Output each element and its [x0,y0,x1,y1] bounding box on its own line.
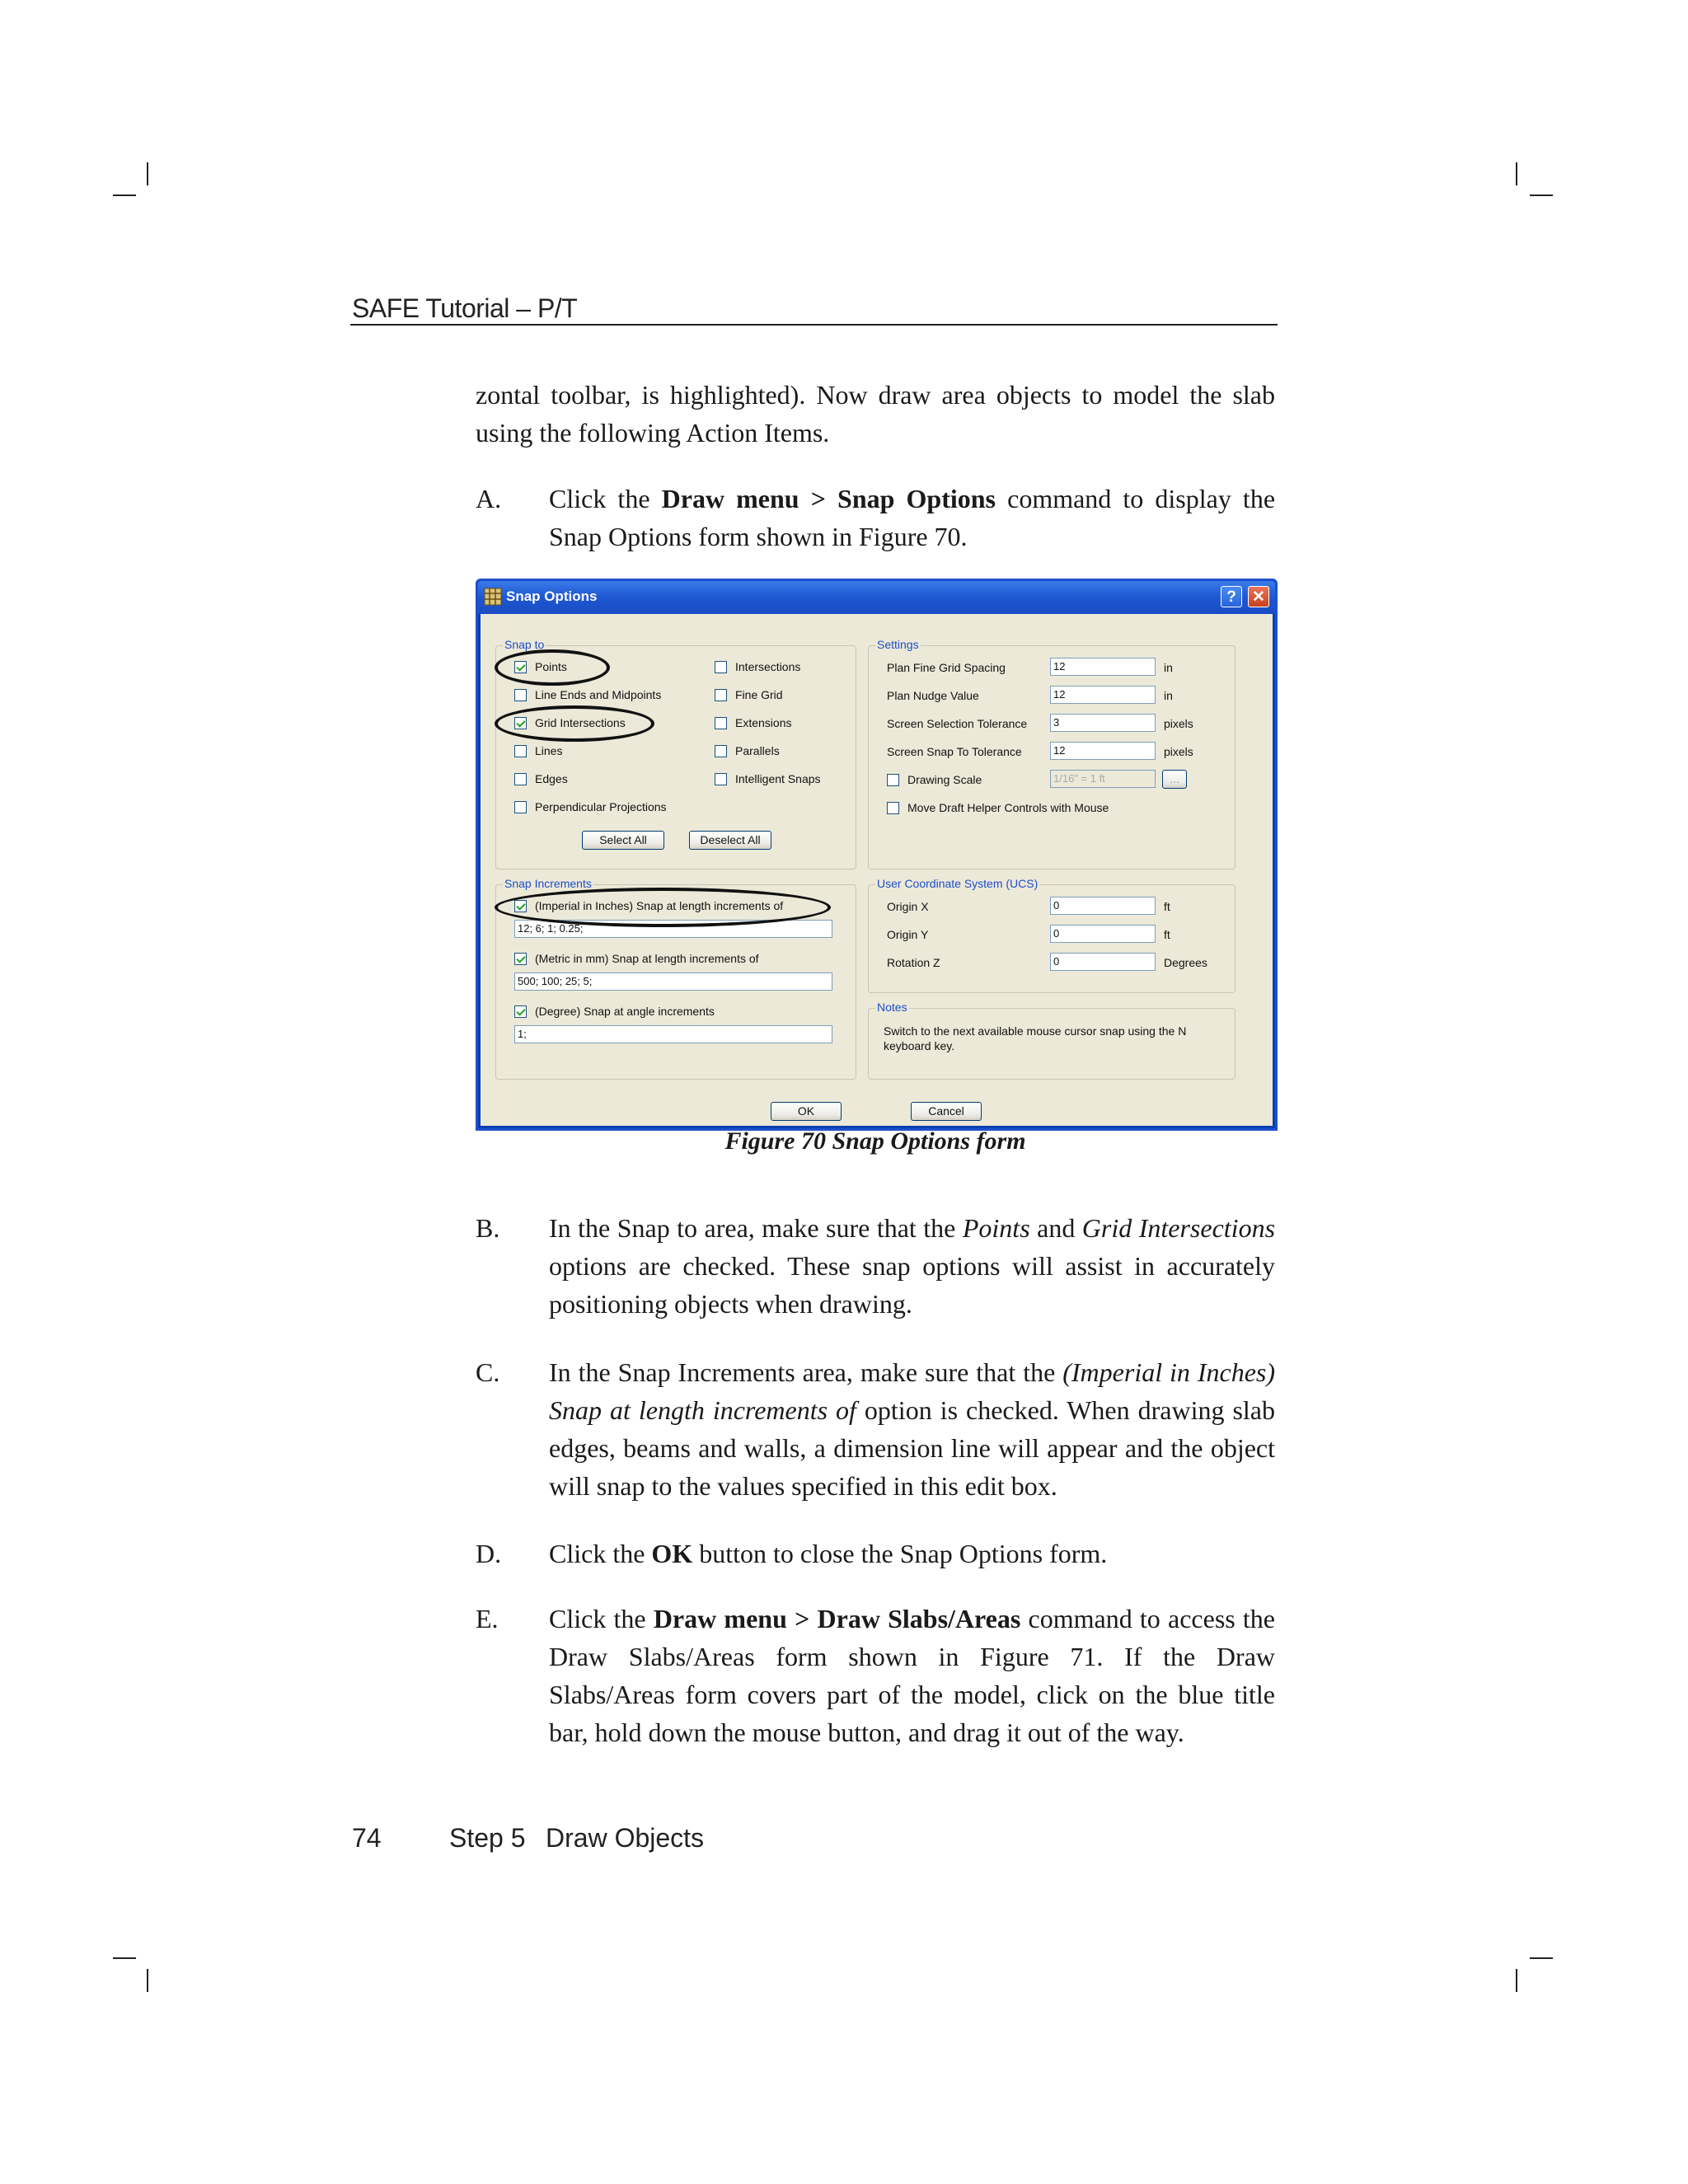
unit-label: ft [1164,928,1170,941]
metric-snap-checkbox[interactable] [514,953,527,965]
ok-button[interactable]: OK [771,1102,842,1121]
crop-mark [1516,162,1517,185]
degree-increments-input[interactable]: 1; [514,1025,832,1043]
dialog-client-area [481,614,1273,1126]
group-label: Snap Increments [504,877,592,890]
setting-label: Screen Snap To Tolerance [887,745,1022,758]
unit-label: Degrees [1164,956,1207,969]
step-text: Click the Draw menu > Draw Slabs/Areas command to access the Draw Slabs/Areas form shown in Figure 71. If the Draw Slabs/Areas form covers part of the model, click on the blue title bar, hold down the mouse button, and drag it out of the way. [549,1604,1276,1747]
notes-text: Switch to the next available mouse cursor snap using the N keyboard key. [884,1024,1187,1052]
footer-step: Step 5 [449,1823,526,1853]
running-header: SAFE Tutorial – P/T [352,293,578,323]
crop-mark [1530,1957,1553,1959]
settings-group [868,638,1236,869]
group-label: Snap to [504,638,545,651]
step-text: In the Snap to area, make sure that the Points and Grid Intersections options are checked. These snap options will assist in accurately positioning objects when drawing. [549,1213,1276,1319]
dialog-titlebar[interactable] [478,581,1275,614]
degree-snap-checkbox[interactable] [514,1005,527,1018]
crop-mark [1530,194,1553,196]
help-icon[interactable]: ? [1221,586,1242,607]
degree-snap-label: (Degree) Snap at angle increments [535,1005,715,1018]
step-text: Click the Draw menu > Snap Options command to display the Snap Options form shown in Figure 70. [549,484,1276,551]
drawing-scale-select[interactable]: 1/16" = 1 ft [1050,770,1156,788]
step-e [476,1600,1275,1751]
plan-nudge-value-input[interactable]: 12 [1050,686,1156,704]
intelligent-snaps-checkbox[interactable] [715,773,727,785]
line-ends-checkbox[interactable] [514,689,527,701]
crop-mark [147,162,148,185]
unit-label: in [1164,661,1173,674]
crop-mark [113,194,136,196]
drawing-scale-checkbox[interactable] [887,774,899,786]
group-label: Settings [877,638,919,651]
perpendicular-projections-label: Perpendicular Projections [535,800,667,813]
app-grid-icon [484,588,502,606]
origin-x-input[interactable]: 0 [1050,897,1156,915]
metric-snap-label: (Metric in mm) Snap at length increments of [535,952,759,965]
move-draft-helper-checkbox[interactable] [887,802,899,814]
screen-snap-to-tolerance-input[interactable]: 12 [1050,742,1156,760]
step-text: Click the OK button to close the Snap Options form. [549,1539,1108,1568]
fine-grid-label: Fine Grid [735,688,783,701]
unit-label: in [1164,689,1173,702]
select-all-button[interactable]: Select All [582,831,664,850]
group-label: Notes [877,1001,907,1014]
cancel-button[interactable]: Cancel [911,1102,982,1121]
drawing-scale-label: Drawing Scale [907,773,982,786]
screen-selection-tolerance-input[interactable]: 3 [1050,714,1156,732]
origin-y-input[interactable]: 0 [1050,925,1156,943]
step-a [476,480,1275,555]
metric-increments-input[interactable]: 500; 100; 25; 5; [514,972,832,991]
intelligent-snaps-label: Intelligent Snaps [735,772,821,785]
grid-intersections-label: Grid Intersections [535,716,626,729]
step-letter: C. [476,1357,500,1387]
setting-label: Plan Fine Grid Spacing [887,661,1006,674]
setting-label: Plan Nudge Value [887,689,979,702]
parallels-checkbox[interactable] [715,745,727,757]
close-icon[interactable]: ✕ [1248,586,1269,607]
unit-label: pixels [1164,745,1193,758]
annotation-circle [495,649,610,686]
ucs-label: Origin Y [887,928,929,941]
extensions-checkbox[interactable] [715,717,727,729]
snap-to-group [495,638,856,869]
points-label: Points [535,660,567,673]
step-letter: A. [476,484,502,513]
notes-group [868,1001,1236,1080]
figure-caption: Figure 70 Snap Options form [724,1127,1026,1155]
imperial-snap-label: (Imperial in Inches) Snap at length increments of [535,899,784,912]
setting-label: Screen Selection Tolerance [887,717,1028,730]
group-label: User Coordinate System (UCS) [877,877,1039,890]
step-text: In the Snap Increments area, make sure that the (Imperial in Inches) Snap at length increments of option is checked. When drawing slab edges, beams and walls, a dimension line will appear and the object will snap to the values specified in this edit box. [549,1357,1276,1501]
lines-label: Lines [535,744,563,757]
ucs-label: Rotation Z [887,956,940,969]
ucs-group [868,877,1236,993]
intersections-label: Intersections [735,660,801,673]
perpendicular-projections-checkbox[interactable] [514,801,527,813]
plan-fine-grid-spacing-input[interactable]: 12 [1050,658,1156,676]
intersections-checkbox[interactable] [715,661,727,673]
fine-grid-checkbox[interactable] [715,689,727,701]
page-number: 74 [352,1823,382,1853]
deselect-all-button[interactable]: Deselect All [689,831,771,850]
step-letter: E. [476,1604,499,1633]
intro-paragraph: zontal toolbar, is highlighted). Now draw area objects to model the slab using the following Action Items. [476,380,1275,448]
dialog-title: Snap Options [506,588,598,604]
parallels-label: Parallels [735,744,780,757]
extensions-label: Extensions [735,716,792,729]
header-rule [350,324,1278,326]
drawing-scale-browse-button[interactable]: ... [1162,770,1187,789]
step-letter: B. [476,1213,500,1243]
unit-label: pixels [1164,717,1193,730]
lines-checkbox[interactable] [514,745,527,757]
annotation-circle [495,705,654,742]
crop-mark [1516,1969,1517,1992]
ucs-label: Origin X [887,900,929,913]
crop-mark [147,1969,148,1992]
edges-label: Edges [535,772,568,785]
footer-section: Draw Objects [546,1823,705,1853]
line-ends-label: Line Ends and Midpoints [535,688,662,701]
step-c [476,1353,1275,1505]
snap-options-dialog [476,579,1278,1131]
step-letter: D. [476,1539,502,1568]
step-b [476,1209,1275,1323]
step-d [476,1535,1275,1572]
rotation-z-input[interactable]: 0 [1050,953,1156,971]
crop-mark [113,1957,136,1959]
unit-label: ft [1164,900,1170,913]
snap-increments-group [495,877,856,1080]
edges-checkbox[interactable] [514,773,527,785]
move-draft-helper-label: Move Draft Helper Controls with Mouse [907,801,1109,814]
annotation-circle [495,888,831,927]
imperial-increments-input[interactable]: 12; 6; 1; 0.25; [514,920,832,938]
